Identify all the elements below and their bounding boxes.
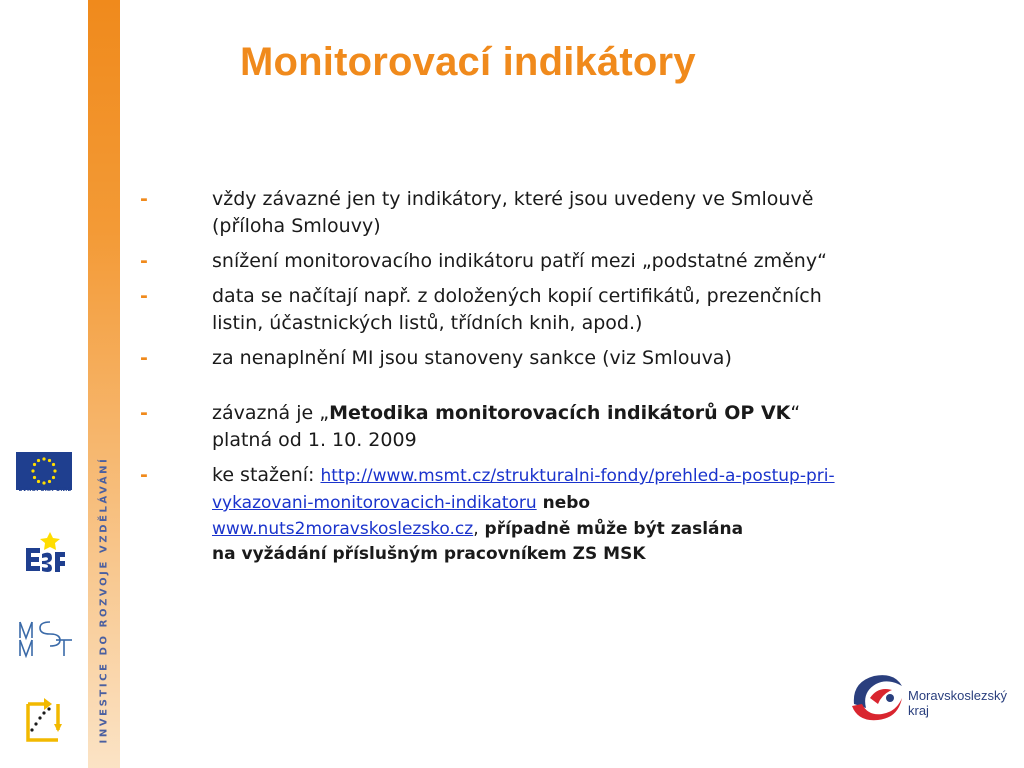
bullet-dash: - <box>140 188 148 210</box>
bullet-item-6 <box>140 462 980 567</box>
bullet-item-3 <box>140 283 980 337</box>
kraj-label-line1: Moravskoslezský <box>908 688 1007 703</box>
bullet-item-5 <box>140 400 980 454</box>
bullet-dash: - <box>140 402 148 424</box>
side-slogan: INVESTICE DO ROZVOJE VZDĚLÁVÁNÍ <box>98 456 110 744</box>
tail-text: případně může být zaslána <box>478 519 744 539</box>
bullet-text: vždy závazné jen ty indikátory, které jsou uvedeny ve Smlouvě <box>212 188 814 210</box>
bullet-text <box>212 400 980 427</box>
nuts2-link[interactable]: www.nuts2moravskoslezsko.cz <box>212 519 474 539</box>
bullet-text: platná od 1. 10. 2009 <box>212 429 417 451</box>
bullet-dash: - <box>140 347 148 369</box>
bullet-dash: - <box>140 464 148 486</box>
bullet-text <box>212 516 980 542</box>
bullet-text: snížení monitorovacího indikátoru patří mezi „podstatné změny“ <box>212 250 827 272</box>
bullet-list <box>140 186 980 575</box>
kraj-label-line2: kraj <box>908 703 929 718</box>
msmt-link-cont[interactable]: vykazovani-monitorovacich-indikatoru <box>212 493 537 513</box>
bullet-dash: - <box>140 285 148 307</box>
bullet-item-4 <box>140 345 980 372</box>
bullet-text: listin, účastnických listů, třídních knih, apod.) <box>212 312 643 334</box>
bullet-text: data se načítají např. z doložených kopií certifikátů, prezenčních <box>212 285 822 307</box>
bullet-item-1 <box>140 186 980 240</box>
bullet-text <box>212 490 980 516</box>
bullet-item-2 <box>140 248 980 275</box>
slide-title: Monitorovací indikátory <box>240 40 696 84</box>
comma: , <box>473 519 479 539</box>
bullet-text: za nenaplnění MI jsou stanoveny sankce (viz Smlouva) <box>212 347 732 369</box>
esf-logo-icon <box>20 530 70 576</box>
bullet-text: (příloha Smlouvy) <box>212 215 381 237</box>
bullet-text: na vyžádání příslušným pracovníkem ZS MSK <box>212 544 646 564</box>
bullet-suffix: “ <box>790 402 801 424</box>
bullet-prefix: závazná je „ <box>212 402 330 424</box>
bullet-dash: - <box>140 250 148 272</box>
download-prefix: ke stažení: <box>212 464 321 486</box>
op-vk-logo-icon <box>18 694 70 742</box>
msmt-logo-icon <box>16 618 74 658</box>
bullet-text <box>212 462 980 490</box>
eu-caption: EVROPSKÁ UNIE <box>18 487 72 493</box>
moravskoslezsky-kraj-logo-icon <box>848 668 908 724</box>
msmt-link[interactable]: http://www.msmt.cz/strukturalni-fondy/prehled-a-postup-pri- <box>320 466 835 486</box>
kraj-label <box>908 688 1007 718</box>
nebo-text: nebo <box>536 493 591 513</box>
methodology-title: Metodika monitorovacích indikátorů OP VK <box>329 402 791 424</box>
